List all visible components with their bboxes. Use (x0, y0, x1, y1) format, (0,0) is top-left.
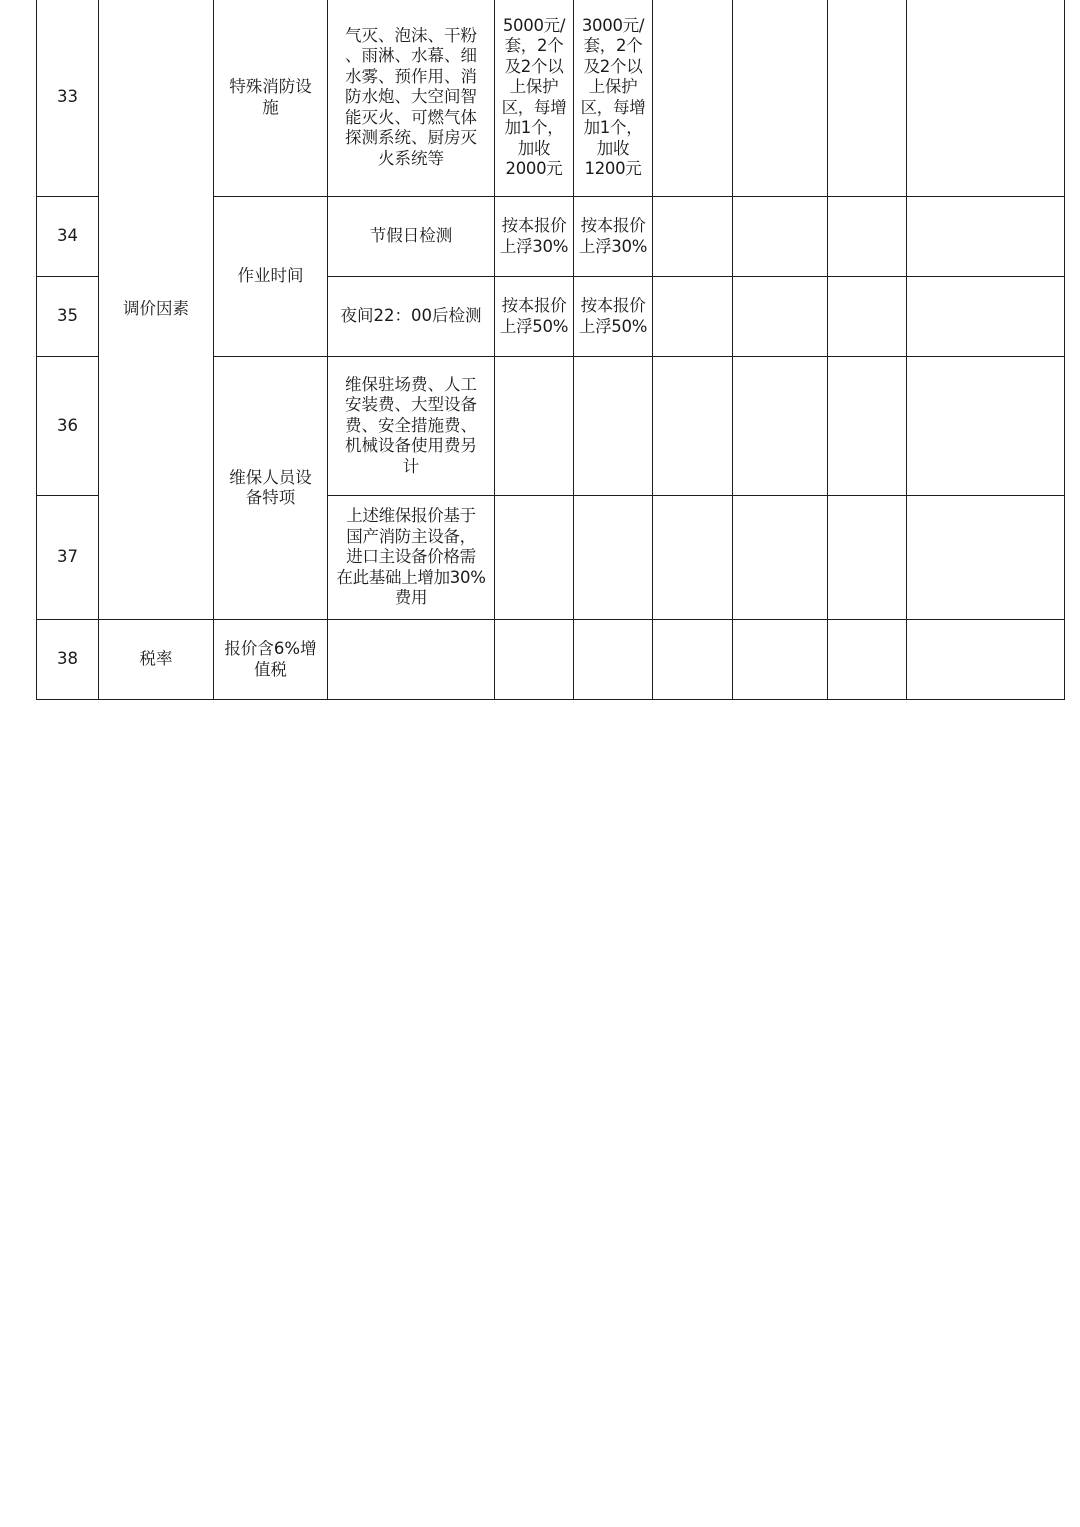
content-cell: 夜间22：00后检测 (328, 277, 495, 357)
empty-cell (828, 357, 907, 496)
empty-cell (574, 620, 653, 700)
empty-cell (907, 620, 1065, 700)
item-cell: 维保人员设 备特项 (214, 357, 328, 620)
row-number: 38 (37, 620, 99, 700)
empty-cell (907, 197, 1065, 277)
price-a-cell: 按本报价 上浮50% (495, 277, 574, 357)
empty-cell (733, 620, 828, 700)
row-number: 36 (37, 357, 99, 496)
content-cell: 维保驻场费、人工 安装费、大型设备 费、安全措施费、 机械设备使用费另 计 (328, 357, 495, 496)
empty-cell (495, 357, 574, 496)
price-b-cell: 3000元/ 套，2个 及2个以 上保护 区，每增 加1个， 加收 1200元 (574, 0, 653, 197)
content-cell: 上述维保报价基于 国产消防主设备， 进口主设备价格需 在此基础上增加30% 费用 (328, 496, 495, 620)
empty-cell (828, 0, 907, 197)
empty-cell (495, 496, 574, 620)
content-cell: 节假日检测 (328, 197, 495, 277)
empty-cell (907, 496, 1065, 620)
empty-cell (907, 357, 1065, 496)
empty-cell (495, 620, 574, 700)
price-table (36, 0, 1065, 700)
empty-cell (828, 620, 907, 700)
empty-cell (733, 277, 828, 357)
empty-cell (653, 0, 733, 197)
empty-cell (907, 277, 1065, 357)
content-cell: 气灭、泡沫、干粉 、雨淋、水幕、细 水雾、预作用、消 防水炮、大空间智 能灭火、可燃气体 探测系统、厨房灭 火系统等 (328, 0, 495, 197)
price-a-cell: 按本报价 上浮30% (495, 197, 574, 277)
empty-cell (574, 496, 653, 620)
category-cell: 调价因素 (99, 0, 214, 620)
price-b-cell: 按本报价 上浮50% (574, 277, 653, 357)
empty-cell (574, 357, 653, 496)
empty-cell (733, 0, 828, 197)
row-number: 34 (37, 197, 99, 277)
category-cell: 税率 (99, 620, 214, 700)
empty-cell (653, 357, 733, 496)
empty-cell (328, 620, 495, 700)
empty-cell (828, 496, 907, 620)
empty-cell (828, 197, 907, 277)
empty-cell (828, 277, 907, 357)
item-cell: 特殊消防设 施 (214, 0, 328, 197)
item-cell: 作业时间 (214, 197, 328, 357)
row-number: 33 (37, 0, 99, 197)
price-b-cell: 按本报价 上浮30% (574, 197, 653, 277)
empty-cell (653, 620, 733, 700)
price-a-cell: 5000元/ 套，2个 及2个以 上保护 区，每增 加1个， 加收 2000元 (495, 0, 574, 197)
table-row (37, 0, 1065, 197)
empty-cell (653, 496, 733, 620)
row-number: 37 (37, 496, 99, 620)
empty-cell (733, 496, 828, 620)
empty-cell (653, 197, 733, 277)
table-row (37, 620, 1065, 700)
empty-cell (653, 277, 733, 357)
empty-cell (907, 0, 1065, 197)
empty-cell (733, 197, 828, 277)
item-cell: 报价含6%增 值税 (214, 620, 328, 700)
row-number: 35 (37, 277, 99, 357)
empty-cell (733, 357, 828, 496)
